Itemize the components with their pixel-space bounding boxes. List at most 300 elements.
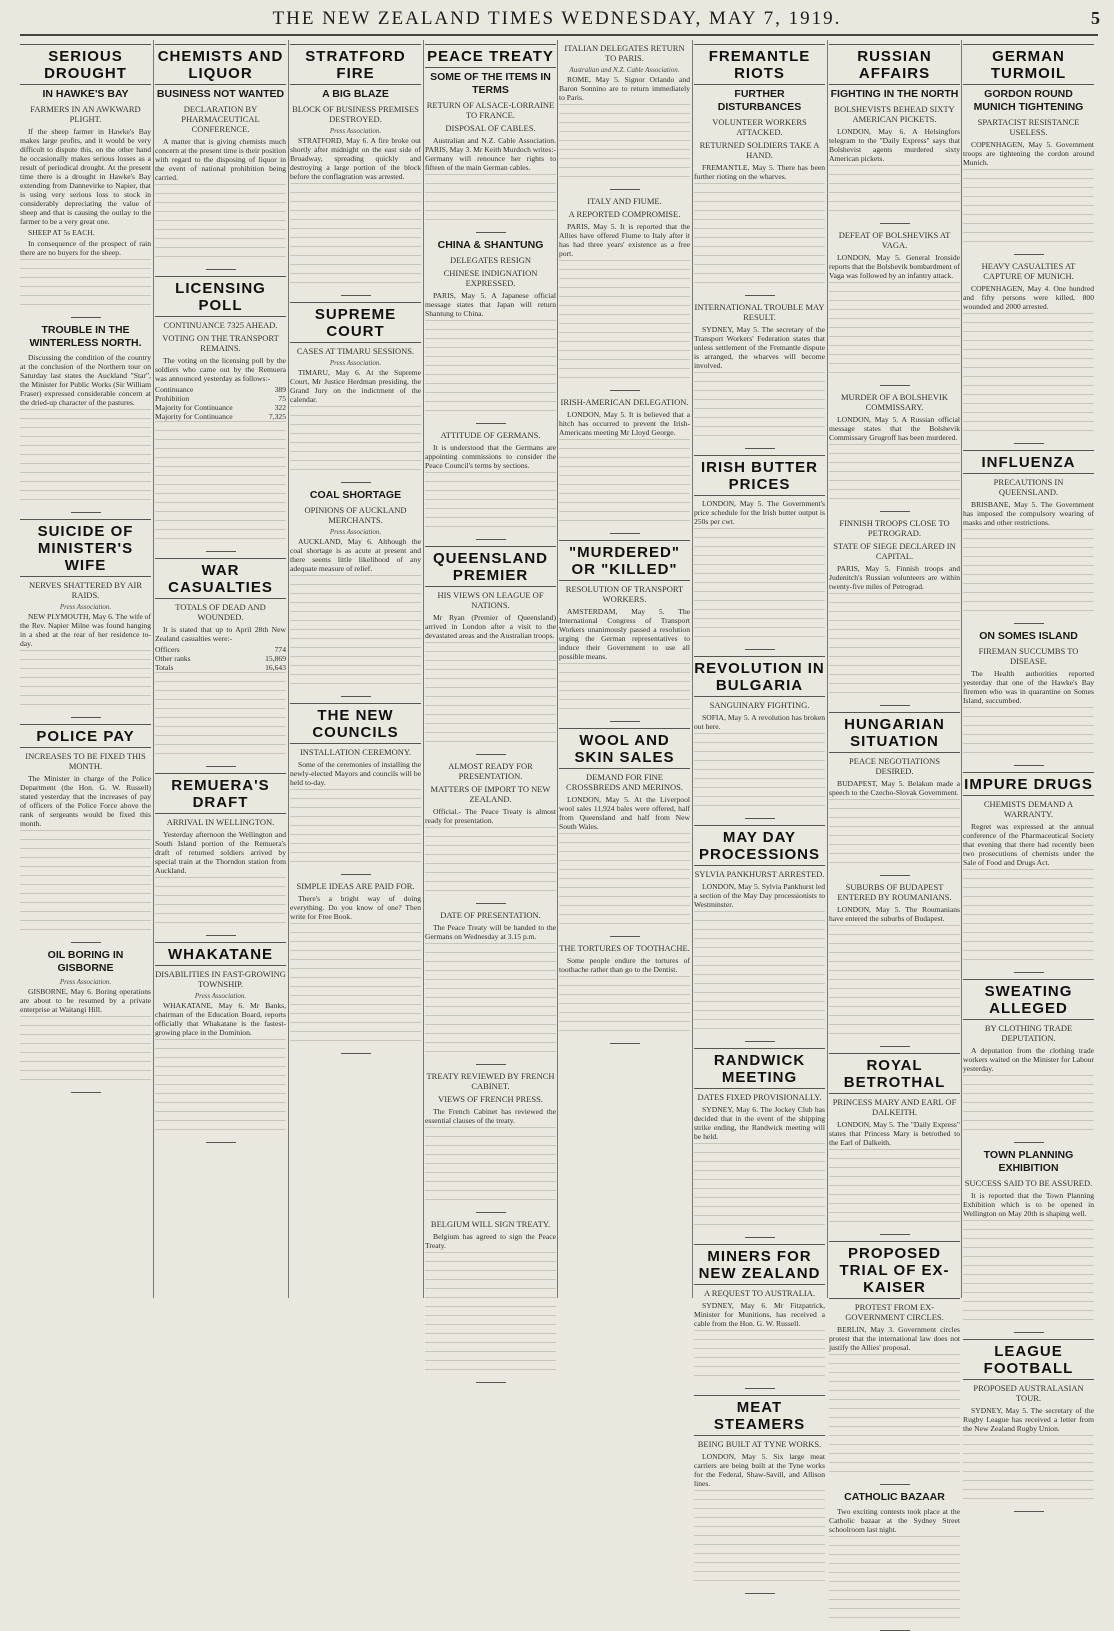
text-line [290, 816, 421, 825]
text-line [290, 959, 421, 968]
text-line [963, 887, 1094, 896]
text-line [963, 752, 1094, 761]
text-line [829, 1453, 960, 1462]
text-line [290, 255, 421, 264]
article-paragraph: LONDON, May 5. The "Daily Express" states that Princess Mary is betrothed to the Earl of Dalkeith. [829, 1120, 960, 1147]
text-line [425, 988, 556, 997]
text-line [829, 1417, 960, 1426]
text-line [425, 1333, 556, 1342]
text-line [425, 392, 556, 401]
table-value: 774 [274, 645, 286, 654]
text-line [694, 1580, 825, 1589]
text-line [694, 255, 825, 264]
text-line [290, 665, 421, 674]
article-deck-secondary: STATE OF SIEGE DECLARED IN CAPITAL. [833, 541, 956, 561]
story-separator [1014, 623, 1044, 624]
text-line [425, 1360, 556, 1369]
text-line [694, 219, 825, 228]
text-line [963, 1283, 1094, 1292]
text-line [290, 237, 421, 246]
text-line [20, 893, 151, 902]
text-line [425, 1136, 556, 1145]
text-line [829, 1024, 960, 1033]
article [559, 540, 690, 722]
article [694, 455, 825, 650]
text-line [559, 448, 690, 457]
text-line [829, 862, 960, 871]
article [425, 44, 556, 233]
text-line [694, 1357, 825, 1366]
article-deck: MURDER OF A BOLSHEVIK COMMISSARY. [841, 392, 948, 412]
text-line [425, 1033, 556, 1042]
article-paragraph: Yesterday afternoon the Wellington and South Island portion of the Remuera's draft of returned soldiers arrived by special train at the Thorndon station from Auckland. [155, 830, 286, 875]
text-line [425, 1324, 556, 1333]
text-line [20, 668, 151, 677]
text-line [290, 674, 421, 683]
article-headline: HUNGARIAN SITUATION [829, 712, 960, 753]
text-line [425, 836, 556, 845]
text-line [155, 726, 286, 735]
text-line [694, 947, 825, 956]
text-line [290, 424, 421, 433]
article-paragraph: The Health authorities reported yesterday that one of the Hawke's Bay firemen who was in quarantine on Somes Island, succumbed. [963, 669, 1094, 705]
text-line [155, 511, 286, 520]
article-deck: SUCCESS SAID TO BE ASSURED. [964, 1178, 1093, 1188]
text-line [155, 1093, 286, 1102]
text-line [694, 1339, 825, 1348]
article-deck: A REQUEST TO AUSTRALIA. [704, 1288, 815, 1298]
page-number: 5 [1091, 8, 1100, 28]
text-line [20, 499, 151, 508]
table-label: Majority for Continuance [155, 412, 233, 421]
text-line [20, 1061, 151, 1070]
story-separator [610, 533, 640, 534]
text-line [559, 690, 690, 699]
text-line [155, 529, 286, 538]
text-line [290, 246, 421, 255]
article-deck: FARMERS IN AN AWKWARD PLIGHT. [30, 104, 141, 124]
text-line [559, 269, 690, 278]
text-line [425, 1270, 556, 1279]
article-paragraph: COPENHAGEN, May 4. One hundred and fifty persons were killed, 800 wounded and 2000 arrested. [963, 284, 1094, 311]
text-line [155, 538, 286, 547]
text-line [425, 192, 556, 201]
article [425, 1219, 556, 1383]
text-line [963, 896, 1094, 905]
text-line [155, 502, 286, 511]
article-paragraph: Some people endure the tortures of toothache rather than go to the Dentist. [559, 956, 690, 974]
text-line [829, 808, 960, 817]
text-line [20, 929, 151, 938]
text-line [155, 466, 286, 475]
text-line [20, 920, 151, 929]
column-1 [20, 40, 151, 1298]
text-line [425, 472, 556, 481]
article-paragraph: LONDON, May 5. The Roumanians have entered the suburbs of Budapest. [829, 905, 960, 923]
article-paragraph: It is reported that the Town Planning Exhibition which is to be opened in Wellington on May 20th is shaping well. [963, 1191, 1094, 1218]
text-line [155, 672, 286, 681]
article-deck-secondary: DISPOSAL OF CABLES. [445, 123, 536, 133]
article-subheadline: COAL SHORTAGE [309, 489, 402, 501]
text-line [290, 656, 421, 665]
story-separator [1014, 972, 1044, 973]
article [20, 519, 151, 718]
text-line [829, 692, 960, 701]
text-line [829, 210, 960, 219]
text-line [963, 1319, 1094, 1328]
text-line [559, 493, 690, 502]
article-deck: SIMPLE IDEAS ARE PAID FOR. [296, 881, 415, 891]
text-line [290, 852, 421, 861]
text-line [694, 938, 825, 947]
story-separator [880, 511, 910, 512]
text-line [425, 651, 556, 660]
text-line [694, 911, 825, 920]
text-line [20, 1043, 151, 1052]
table-label: Continuance [155, 385, 194, 394]
text-line [694, 435, 825, 444]
newspaper-title: THE NEW ZEALAND TIMES WEDNESDAY, MAY 7, 1919. [272, 8, 842, 29]
article [155, 558, 286, 767]
article-headline: INFLUENZA [963, 450, 1094, 474]
text-line [694, 1019, 825, 1028]
text-line [559, 260, 690, 269]
article-paragraph: The voting on the licensing poll by the soldiers who came out by the Remuera was announced yesterday as follows:- [155, 356, 286, 383]
text-line [559, 350, 690, 359]
text-line [963, 1310, 1094, 1319]
text-line [155, 1129, 286, 1138]
text-line [694, 390, 825, 399]
text-line [290, 593, 421, 602]
article-subheadline: A BIG BLAZE [322, 88, 389, 100]
article-headline: PEACE TREATY [425, 44, 556, 68]
article-deck: PRINCESS MARY AND EARL OF DALKEITH. [832, 1097, 957, 1117]
text-line [694, 1535, 825, 1544]
text-line [290, 1040, 421, 1049]
text-line [963, 950, 1094, 959]
text-line [963, 932, 1094, 941]
article-paragraph: The Minister in charge of the Police Department (the Hon. G. W. Russell) stated yesterday that the increases of pay of officers of the Police Force above the rank of sergeants would be fixed this month. [20, 774, 151, 828]
article-paragraph: PARIS, May 5. It is reported that the Allies have offered Fiume to Italy after it has had three years' existence as a free port. [559, 222, 690, 258]
text-line [694, 796, 825, 805]
text-line [829, 593, 960, 602]
column-rule [557, 40, 558, 1298]
text-line [829, 1545, 960, 1554]
text-line [155, 1057, 286, 1066]
article-paragraph: Belgium has agreed to sign the Peace Treaty. [425, 1232, 556, 1250]
text-line [290, 210, 421, 219]
text-line [290, 923, 421, 932]
text-line [20, 268, 151, 277]
text-line [155, 1075, 286, 1084]
article-paragraph: LONDON, May 5. The Government's price schedule for the Irish butter output is 250s per cwt. [694, 499, 825, 526]
article-paragraph: A deputation from the clothing trade workers waited on the Minister for Labour yesterday. [963, 1046, 1094, 1073]
text-line [425, 401, 556, 410]
text-line [290, 861, 421, 870]
story-separator [71, 717, 101, 718]
text-line [963, 574, 1094, 583]
article-paragraph: LONDON, May 5. A Russian official message states that the Bolshevik Commissary Grugroff has been murdered. [829, 415, 960, 442]
text-line [290, 941, 421, 950]
text-line [559, 377, 690, 386]
text-line [559, 1003, 690, 1012]
text-line [425, 201, 556, 210]
text-line [290, 1004, 421, 1013]
text-line [425, 356, 556, 365]
text-line [425, 1181, 556, 1190]
wire-credit: Press Association. [194, 992, 247, 1000]
text-line [290, 183, 421, 192]
article-headline: IMPURE DRUGS [963, 772, 1094, 796]
text-line [559, 341, 690, 350]
text-line [155, 421, 286, 430]
text-line [425, 1279, 556, 1288]
article-deck: RETURN OF ALSACE-LORRAINE TO FRANCE. [426, 100, 555, 120]
article-headline: REMUERA'S DRAFT [155, 773, 286, 814]
text-line [963, 1220, 1094, 1229]
text-line [290, 264, 421, 273]
text-line [829, 192, 960, 201]
article [963, 979, 1094, 1143]
text-line [290, 1013, 421, 1022]
text-line [20, 902, 151, 911]
text-line [425, 526, 556, 535]
text-line [290, 950, 421, 959]
text-line [559, 457, 690, 466]
text-line [829, 336, 960, 345]
article-headline: STRATFORD FIRE [290, 44, 421, 85]
text-line [425, 183, 556, 192]
text-line [963, 412, 1094, 421]
text-line [559, 332, 690, 341]
table-row [155, 394, 286, 403]
text-line [829, 943, 960, 952]
text-line [290, 807, 421, 816]
article-paragraph: BUDAPEST, May 5. Belakun made a speech to the Czecho-Slovak Government. [829, 779, 960, 797]
text-line [963, 878, 1094, 887]
text-line [963, 322, 1094, 331]
text-line [425, 979, 556, 988]
text-line [829, 480, 960, 489]
results-table [155, 645, 286, 672]
article-deck-secondary: VOTING ON THE TRANSPORT REMAINS. [162, 333, 279, 353]
text-line [963, 592, 1094, 601]
article-headline: LEAGUE FOOTBALL [963, 1339, 1094, 1380]
text-line [425, 678, 556, 687]
article [694, 302, 825, 449]
article-paragraph: Discussing the condition of the country at the conclusion of the Northern tour on Saturday last states the Auckland "Star", the Minister for Public Works (Sir William Fraser) expressed considerable concern at the dried-up character of the pastures. [20, 353, 151, 407]
text-line [155, 913, 286, 922]
text-line [694, 408, 825, 417]
article [290, 302, 421, 483]
text-line [694, 929, 825, 938]
article-paragraph: PARIS, May 5. Finnish troops and Judenitch's Russian volunteers are within twenty-five miles of Petrograd. [829, 564, 960, 591]
text-line [425, 1315, 556, 1324]
text-line [155, 247, 286, 256]
article-deck: THE TORTURES OF TOOTHACHE. [559, 943, 690, 953]
text-line [290, 602, 421, 611]
article-headline: QUEENSLAND PREMIER [425, 546, 556, 587]
text-line [694, 805, 825, 814]
story-separator [745, 1041, 775, 1042]
text-line [963, 349, 1094, 358]
article [155, 773, 286, 936]
text-line [829, 471, 960, 480]
article-subheadline: CATHOLIC BAZAAR [844, 1491, 945, 1503]
story-separator [880, 223, 910, 224]
story-separator [71, 317, 101, 318]
text-line [963, 196, 1094, 205]
text-line [20, 259, 151, 268]
text-line [155, 699, 286, 708]
text-line [963, 565, 1094, 574]
text-line [829, 853, 960, 862]
story-separator [341, 482, 371, 483]
text-line [20, 704, 151, 713]
text-line [290, 789, 421, 798]
text-line [694, 183, 825, 192]
text-line [829, 1563, 960, 1572]
article-deck: ARRIVAL IN WELLINGTON. [166, 817, 275, 827]
story-separator [745, 1237, 775, 1238]
article [425, 1071, 556, 1213]
text-line [290, 629, 421, 638]
article-deck: SPARTACIST RESISTANCE USELESS. [977, 117, 1080, 137]
article-paragraph: COPENHAGEN, May 5. Government troops are tightening the cordon around Munich. [963, 140, 1094, 167]
table-label: Totals [155, 663, 174, 672]
text-line [290, 968, 421, 977]
text-line [290, 843, 421, 852]
text-line [694, 1143, 825, 1152]
text-line [963, 610, 1094, 619]
text-line [829, 1471, 960, 1480]
text-line [155, 922, 286, 931]
text-line [963, 716, 1094, 725]
text-line [290, 415, 421, 424]
article-paragraph: It is understood that the Germans are appointing commissions to consider the Peace Council's terms by sections. [425, 443, 556, 470]
text-line [20, 1070, 151, 1079]
text-line [155, 1066, 286, 1075]
article [425, 239, 556, 424]
text-line [694, 237, 825, 246]
text-line [829, 318, 960, 327]
text-line [963, 707, 1094, 716]
text-line [694, 381, 825, 390]
table-value: 15,869 [265, 654, 286, 663]
text-line [963, 1292, 1094, 1301]
text-line [829, 988, 960, 997]
text-line [290, 451, 421, 460]
article-paragraph: NEW PLYMOUTH, May 6. The wife of the Rev. Napier Milne was found hanging in a shed at the rear of her residence to-day. [20, 612, 151, 648]
text-line [829, 300, 960, 309]
text-line [963, 1256, 1094, 1265]
article-headline: POLICE PAY [20, 724, 151, 748]
text-line [425, 714, 556, 723]
text-line [425, 1145, 556, 1154]
text-line [963, 1471, 1094, 1480]
text-line [155, 886, 286, 895]
text-line [559, 905, 690, 914]
text-line [829, 844, 960, 853]
text-line [829, 934, 960, 943]
text-line [829, 1194, 960, 1203]
story-separator [206, 1142, 236, 1143]
text-line [559, 104, 690, 113]
text-line [559, 994, 690, 1003]
article-subheadline: CHINA & SHANTUNG [437, 239, 544, 251]
article-deck: BELGIUM WILL SIGN TREATY. [430, 1219, 551, 1229]
article [425, 430, 556, 540]
text-line [20, 1034, 151, 1043]
text-line [425, 642, 556, 651]
text-line [694, 1161, 825, 1170]
article-headline: THE NEW COUNCILS [290, 703, 421, 744]
text-line [290, 995, 421, 1004]
story-separator [745, 818, 775, 819]
text-line [425, 410, 556, 419]
article [20, 949, 151, 1093]
article-deck: DELEGATES RESIGN [450, 255, 531, 265]
text-line [155, 1048, 286, 1057]
text-line [155, 220, 286, 229]
text-line [559, 1012, 690, 1021]
text-line [20, 830, 151, 839]
article-deck: OPINIONS OF AUCKLAND MERCHANTS. [304, 505, 407, 525]
text-line [829, 489, 960, 498]
text-line [425, 1252, 556, 1261]
masthead-rule [20, 34, 1098, 36]
article-headline: RUSSIAN AFFAIRS [829, 44, 960, 85]
column-2 [155, 40, 286, 1298]
article-deck: ATTITUDE OF GERMANS. [440, 430, 541, 440]
text-line [694, 1224, 825, 1233]
text-line [155, 1111, 286, 1120]
text-line [694, 573, 825, 582]
article-paragraph: Official.- The Peace Treaty is almost ready for presentation. [425, 807, 556, 825]
article [963, 1149, 1094, 1333]
text-line [559, 887, 690, 896]
text-line [290, 219, 421, 228]
article-paragraph: PARIS, May 5. A Japanese official message states that Japan will return Shantung to China. [425, 291, 556, 318]
text-line [20, 445, 151, 454]
column-4 [425, 40, 556, 1298]
article-deck: SANGUINARY FIGHTING. [709, 700, 810, 710]
text-line [20, 436, 151, 445]
text-line [963, 403, 1094, 412]
text-line [155, 439, 286, 448]
article-deck: HEAVY CASUALTIES AT CAPTURE OF MUNICH. [981, 261, 1076, 281]
text-line [694, 742, 825, 751]
text-line [290, 433, 421, 442]
text-line [963, 923, 1094, 932]
text-line [155, 753, 286, 762]
text-line [829, 826, 960, 835]
text-line [829, 1462, 960, 1471]
text-line [425, 508, 556, 517]
text-line [20, 857, 151, 866]
text-line [694, 1517, 825, 1526]
column-7 [829, 40, 960, 1534]
text-line [694, 1508, 825, 1517]
text-line [290, 620, 421, 629]
story-separator [476, 1212, 506, 1213]
text-line [829, 444, 960, 453]
article [20, 724, 151, 943]
article-subheadline: OIL BORING IN GISBORNE [47, 949, 124, 974]
text-line [290, 584, 421, 593]
text-line [694, 273, 825, 282]
article [829, 392, 960, 512]
